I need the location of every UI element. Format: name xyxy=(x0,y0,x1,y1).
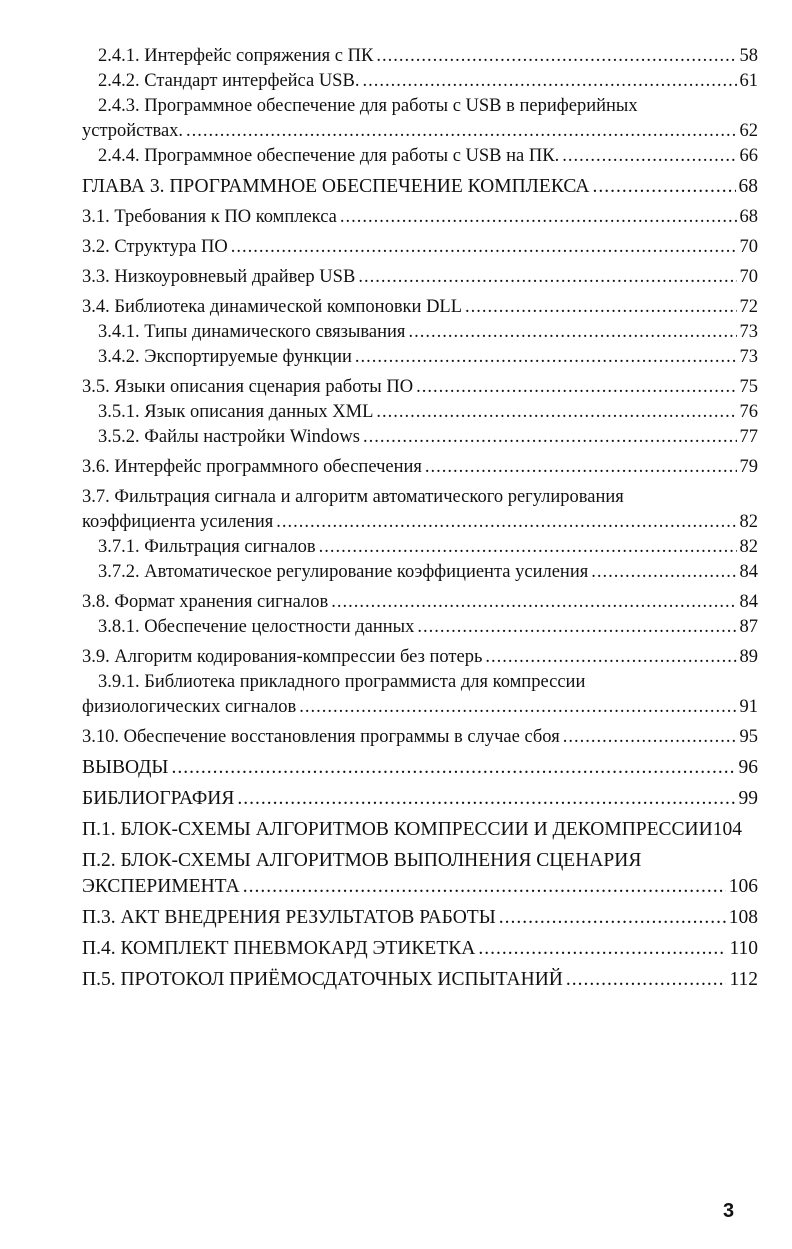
toc-entry-title: 3.5.1. Язык описания данных XML xyxy=(98,402,374,422)
toc-entry-title: П.3. АКТ ВНЕДРЕНИЯ РЕЗУЛЬТАТОВ РАБОТЫ xyxy=(82,907,496,928)
toc-entry-page: 112 xyxy=(729,969,758,990)
dot-leader xyxy=(331,590,736,615)
toc-entry-chapter xyxy=(82,174,758,200)
dot-leader xyxy=(408,320,736,345)
dot-leader xyxy=(485,645,736,670)
dot-leader xyxy=(299,695,736,720)
toc-entry-chapter xyxy=(82,874,758,900)
toc-entry-page: 84 xyxy=(739,592,758,612)
toc-entry-title: 3.7.1. Фильтрация сигналов xyxy=(98,537,316,557)
dot-leader xyxy=(465,295,736,320)
toc-entry xyxy=(82,725,758,750)
dot-leader xyxy=(417,615,736,640)
toc-entry xyxy=(82,295,758,320)
toc-entry-chapter xyxy=(82,905,758,931)
toc-entry-title: 3.1. Требования к ПО комплекса xyxy=(82,207,337,227)
dot-leader xyxy=(362,69,736,94)
toc-entry-page: 68 xyxy=(738,176,758,197)
toc-entry-page: 61 xyxy=(739,71,758,91)
toc-entry-page: 110 xyxy=(729,938,758,959)
toc-entry-title-line1: 2.4.3. Программное обеспечение для работы с USB в периферийных xyxy=(98,96,638,116)
toc-entry xyxy=(82,535,758,560)
toc-entry-page: 96 xyxy=(738,757,758,778)
toc-entry xyxy=(82,645,758,670)
toc-entry-title: 3.10. Обеспечение восстановления программы в случае сбоя xyxy=(82,727,560,747)
toc-entry-title: 3.3. Низкоуровневый драйвер USB xyxy=(82,267,356,287)
dot-leader xyxy=(231,235,737,260)
dot-leader xyxy=(416,375,736,400)
dot-leader xyxy=(499,905,726,931)
toc-entry-title: 3.8.1. Обеспечение целостности данных xyxy=(98,617,415,637)
toc-entry-title: БИБЛИОГРАФИЯ xyxy=(82,788,235,809)
toc-entry-page: 75 xyxy=(739,377,758,397)
dot-leader xyxy=(363,425,737,450)
toc-entry-title-line1: 3.7. Фильтрация сигнала и алгоритм автоматического регулирования xyxy=(82,487,624,507)
toc-entry-title: П.4. КОМПЛЕКТ ПНЕВМОКАРД ЭТИКЕТКА xyxy=(82,938,476,959)
toc-entry xyxy=(82,455,758,480)
dot-leader xyxy=(355,345,737,370)
toc-entry-title: 3.4.1. Типы динамического связывания xyxy=(98,322,406,342)
toc-entry xyxy=(82,144,758,169)
toc-entry-title: 3.2. Структура ПО xyxy=(82,237,228,257)
toc-entry xyxy=(82,69,758,94)
dot-leader xyxy=(376,400,736,425)
toc-entry-title: 3.6. Интерфейс программного обеспечения xyxy=(82,457,422,477)
table-of-contents xyxy=(82,44,758,993)
toc-entry-page: 70 xyxy=(739,267,758,287)
dot-leader xyxy=(243,874,726,900)
toc-entry-page: 95 xyxy=(739,727,758,747)
toc-entry xyxy=(82,695,758,720)
toc-entry-title: ВЫВОДЫ xyxy=(82,757,169,778)
toc-entry-title: 3.9. Алгоритм кодирования-компрессии без потерь xyxy=(82,647,483,667)
dot-leader xyxy=(276,510,736,535)
toc-entry-title: ГЛАВА 3. ПРОГРАММНОЕ ОБЕСПЕЧЕНИЕ КОМПЛЕКСА xyxy=(82,176,590,197)
toc-entry-chapter xyxy=(82,936,758,962)
toc-entry xyxy=(82,320,758,345)
toc-entry-page: 76 xyxy=(739,402,758,422)
toc-entry xyxy=(82,375,758,400)
toc-entry-page: 87 xyxy=(739,617,758,637)
dot-leader xyxy=(425,455,737,480)
toc-entry-title: 3.5. Языки описания сценария работы ПО xyxy=(82,377,414,397)
toc-entry-title-line1: 3.9.1. Библиотека прикладного программиста для компрессии xyxy=(98,672,586,692)
toc-entry xyxy=(82,265,758,290)
dot-leader xyxy=(376,44,736,69)
toc-entry-title: 2.4.4. Программное обеспечение для работы с USB на ПК. xyxy=(98,146,560,166)
dot-leader xyxy=(171,755,735,781)
toc-entry-title: 3.4. Библиотека динамической компоновки DLL xyxy=(82,297,463,317)
toc-entry xyxy=(82,425,758,450)
toc-entry-page: 99 xyxy=(738,788,758,809)
toc-entry-page: 70 xyxy=(739,237,758,257)
toc-entry-page: 106 xyxy=(728,876,758,897)
dot-leader xyxy=(591,560,736,585)
toc-entry-title: П.1. БЛОК-СХЕМЫ АЛГОРИТМОВ КОМПРЕССИИ И ДЕКОМПРЕССИИ xyxy=(82,819,713,840)
toc-entry-page: 68 xyxy=(739,207,758,227)
toc-entry-title: 3.5.2. Файлы настройки Windows xyxy=(98,427,360,447)
toc-entry-title-line2: устройствах. xyxy=(82,121,184,141)
page-number: 3 xyxy=(723,1200,735,1222)
toc-entry-title-line1: П.2. БЛОК-СХЕМЫ АЛГОРИТМОВ ВЫПОЛНЕНИЯ СЦЕНАРИЯ xyxy=(82,850,642,871)
toc-entry-chapter xyxy=(82,786,758,812)
dot-leader xyxy=(562,144,736,169)
toc-entry-title: 3.7.2. Автоматическое регулирование коэффициента усиления xyxy=(98,562,589,582)
toc-entry xyxy=(82,560,758,585)
toc-entry-title-line2: коэффициента усиления xyxy=(82,512,274,532)
toc-entry-page: 73 xyxy=(739,347,758,367)
toc-entry xyxy=(82,510,758,535)
toc-entry xyxy=(82,119,758,144)
dot-leader xyxy=(186,119,736,144)
toc-entry-page: 82 xyxy=(739,512,758,532)
toc-entry-chapter xyxy=(82,755,758,781)
dot-leader xyxy=(592,174,735,200)
toc-entry-title: 2.4.1. Интерфейс сопряжения с ПК xyxy=(98,46,374,66)
toc-entry xyxy=(82,235,758,260)
toc-entry xyxy=(82,345,758,370)
toc-entry-page: 62 xyxy=(739,121,758,141)
dot-leader xyxy=(358,265,736,290)
toc-entry xyxy=(82,615,758,640)
toc-entry-chapter xyxy=(82,817,758,843)
toc-entry-page: 77 xyxy=(739,427,758,447)
dot-leader xyxy=(319,535,737,560)
toc-entry-title: 3.8. Формат хранения сигналов xyxy=(82,592,329,612)
toc-entry-page: 66 xyxy=(739,146,758,166)
toc-entry-page: 82 xyxy=(739,537,758,557)
toc-entry-page: 108 xyxy=(728,907,758,928)
toc-entry-title: 2.4.2. Стандарт интерфейса USB. xyxy=(98,71,360,91)
toc-entry-page: 58 xyxy=(739,46,758,66)
dot-leader xyxy=(237,786,735,812)
toc-entry xyxy=(82,590,758,615)
toc-entry-page: 84 xyxy=(739,562,758,582)
toc-entry-page: 91 xyxy=(739,697,758,717)
toc-entry-page: 89 xyxy=(739,647,758,667)
toc-entry-page: 104 xyxy=(712,819,742,840)
toc-entry-page: 79 xyxy=(739,457,758,477)
dot-leader xyxy=(478,936,726,962)
toc-entry xyxy=(82,44,758,69)
toc-entry-title: 3.4.2. Экспортируемые функции xyxy=(98,347,352,367)
dot-leader xyxy=(566,967,727,993)
dot-leader xyxy=(563,725,737,750)
toc-entry-title-line2: ЭКСПЕРИМЕНТА xyxy=(82,876,240,897)
toc-entry-title-line2: физиологических сигналов xyxy=(82,697,297,717)
toc-entry xyxy=(82,205,758,230)
toc-entry-chapter xyxy=(82,967,758,993)
toc-entry-title: П.5. ПРОТОКОЛ ПРИЁМОСДАТОЧНЫХ ИСПЫТАНИЙ xyxy=(82,969,563,990)
toc-entry xyxy=(82,400,758,425)
toc-entry-page: 73 xyxy=(739,322,758,342)
dot-leader xyxy=(340,205,737,230)
toc-entry-page: 72 xyxy=(739,297,758,317)
